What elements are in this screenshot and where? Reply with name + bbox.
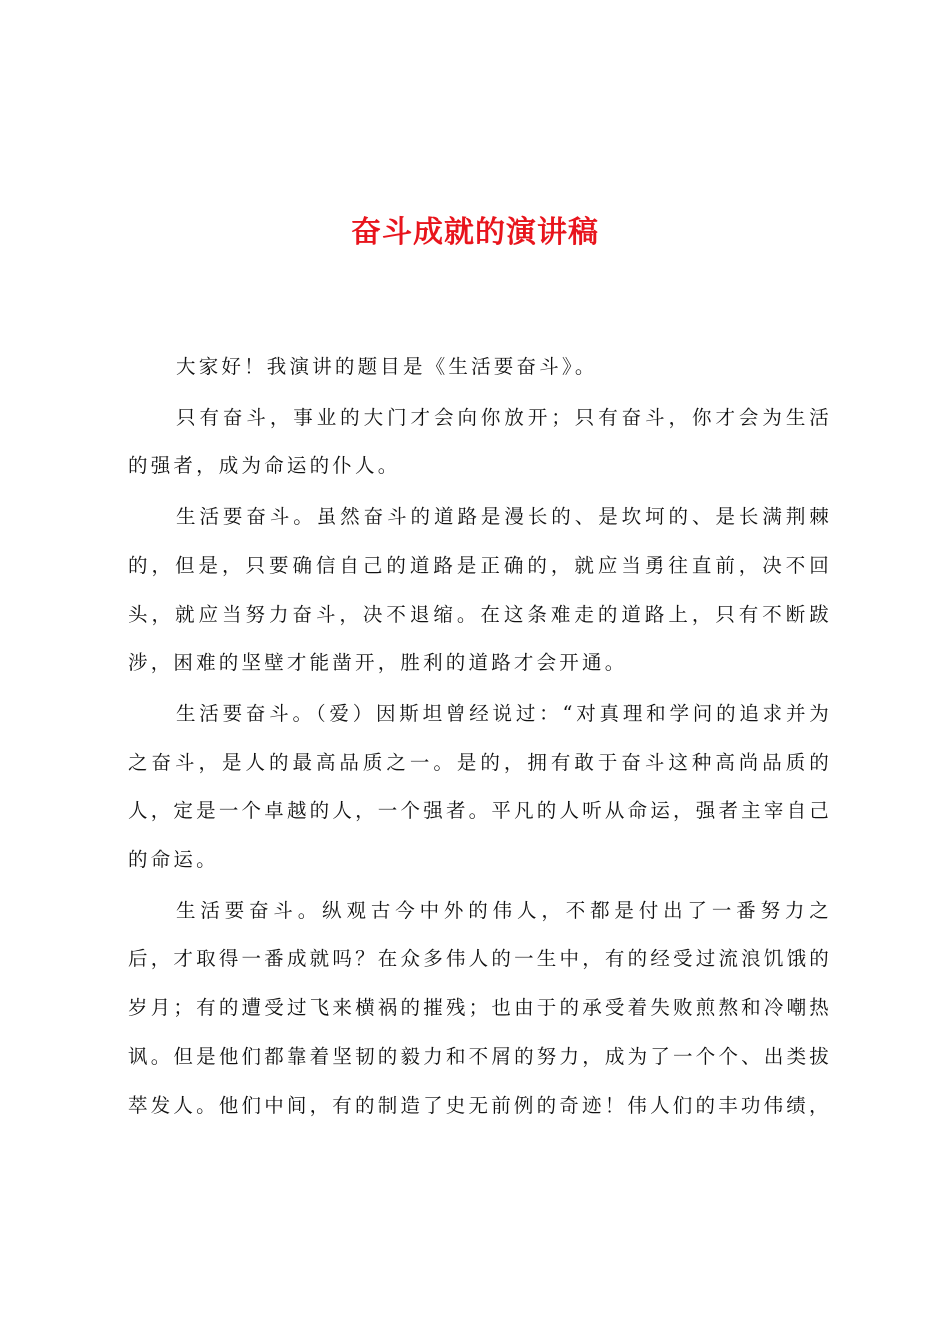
document-title: 奋斗成就的演讲稿: [351, 215, 599, 250]
paragraph: 生活要奋斗。纵观古今中外的伟人，不都是付出了一番努力之后，才取得一番成就吗？在众多伟人的一生中，有的经受过流浪饥饿的岁月；有的遭受过飞来横祸的摧残；也由于的承受着失败煎熬和冷嘲热讽。但是他们都靠着坚韧的毅力和不屑的努力，成为了一个个、出类拔萃发人。他们中间，有的制造了史无前例的奇迹！伟人们的丰功伟绩，: [128, 898, 832, 1117]
paragraph: 生活要奋斗。（爱）因斯坦曾经说过：“对真理和学问的追求并为之奋斗，是人的最高品质之一。是的，拥有敢于奋斗这种高尚品质的人，定是一个卓越的人，一个强者。平凡的人听从命运，强者主宰自己的命运。: [128, 701, 832, 872]
document-body: [128, 343, 832, 1132]
paragraph: 生活要奋斗。虽然奋斗的道路是漫长的、是坎坷的、是长满荆棘的，但是，只要确信自己的道路是正确的，就应当勇往直前，决不回头，就应当努力奋斗，决不退缩。在这条难走的道路上，只有不断跋涉，困难的坚壁才能凿开，胜利的道路才会开通。: [128, 505, 832, 675]
paragraph: 只有奋斗，事业的大门才会向你放开；只有奋斗，你才会为生活的强者，成为命运的仆人。: [128, 405, 832, 478]
paragraph: 大家好！我演讲的题目是《生活要奋斗》。: [176, 355, 598, 378]
